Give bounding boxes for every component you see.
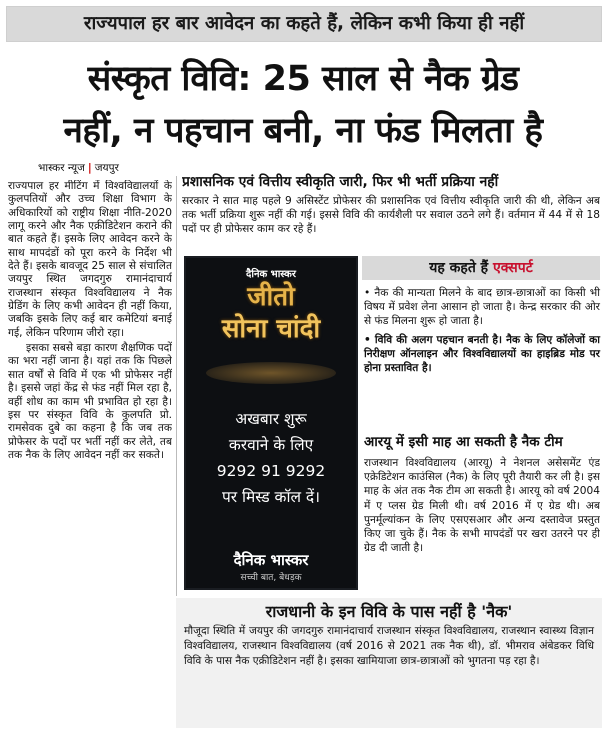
ad-tagline: सच्ची बात, बेधड़क — [240, 573, 302, 583]
ad-logo: दैनिक भास्कर — [233, 551, 309, 569]
ad-line-4: पर मिस्ड कॉल दें। — [221, 488, 321, 506]
ad-line-1: अखबार शुरू — [235, 410, 307, 428]
ad-brand: दैनिक भास्कर — [246, 269, 296, 280]
expert-bullet-1: • नैक की मान्यता मिलने के बाद छात्र-छात्राओं का किसी भी विषय में प्रवेश लेना आसान हो जाता है। केन्द्र सरकार की ओर से फंड मिलना शुरू हो जाता है। — [364, 287, 600, 328]
section2-heading: आरयू में इसी माह आ सकती है नैक टीम — [364, 434, 563, 450]
advertisement — [184, 256, 358, 590]
left-paragraph-2: इसका सबसे बड़ा कारण शैक्षणिक पदों का भरा नहीं जाना है। यहां तक कि पिछले सात वर्षों से विवि में एक भी प्रोफेसर नहीं है। इससे जहां केंद्र से फंड नहीं मिल रहा है, वहीं शोध का काम भी प्रभावित हो रहा है। इस पर संस्कृत विवि के कुलपति प्रो. रामसेवक दुबे का कहना है कि जब तक प्रोफेसर के पदों पर भर्ती नहीं कर लेते, तब तक नैक के लिए आवेदन नहीं कर सकते। — [8, 342, 172, 461]
kicker-strip: राज्यपाल हर बार आवेदन का कहते हैं, लेकिन कभी किया ही नहीं — [6, 6, 602, 42]
headline-line-1: संस्कृत विवि: 25 साल से नैक ग्रेड — [87, 59, 519, 99]
byline-source: भास्कर न्यूज — [38, 162, 85, 174]
left-paragraph-1: राज्यपाल हर मीटिंग में विश्वविद्यालयों के कुलपतियों और उच्च शिक्षा विभाग के अधिकारियों को राष्ट्रीय शिक्षा नीति-2020 लागू करने और नैक एक्रीडिटेशन कराने की बात कहते हैं। इसके लिए आवेदन करने के साथ मापदंडों को पूरा करने के निर्देश भी देते हैं। इसके बावजूद 25 साल से संचालित जयपुर स्थित जगदगुरु रामानंदाचार्य राजस्थान संस्कृत विश्वविद्यालय ने नैक ग्रेडिंग के लिए कभी आवेदन ही नहीं किया, जबकि इसके लिए कई बार कमेटियां बनाई गई, लेकिन परिणाम जीरो रहा। — [8, 180, 172, 339]
byline: भास्कर न्यूज | जयपुर — [38, 162, 119, 174]
ad-phone: 9292 91 9292 — [216, 462, 326, 480]
section1-heading: प्रशासनिक एवं वित्तीय स्वीकृति जारी, फिर भी भर्ती प्रक्रिया नहीं — [182, 174, 499, 190]
ad-line-2: करवाने के लिए — [228, 436, 314, 454]
headline-line-2: नहीं, न पहचान बनी, ना फंड मिलता है — [63, 111, 543, 151]
expert-bullet-2: • विवि की अलग पहचान बनती है। नैक के लिए कॉलेजों का निरीक्षण ऑनलाइन और विश्वविद्यालयों का हाइब्रिड मोड पर होना प्रस्तावित है। — [364, 333, 600, 375]
expert-heading — [362, 256, 600, 280]
section2-text: राजस्थान विश्वविद्यालय (आरयू) ने नेशनल असेसमेंट एंड एक्रेडिटेशन काउंसिल (नैक) के लिए पूरी तैयारी कर ली है। इस माह के अंत तक नैक टीम आ सकती है। आरयू को वर्ष 2004 में ए प्लस ग्रेड मिली थी। वर्ष 2016 में ए ग्रेड थी। अब पुनर्मूल्यांकन के लिए एसएसआर और अन्य दस्तावेज प्रस्तुत किए जा चुके हैं। नैक के सभी मापदंडों पर खरा उतरने पर ही ग्रेड दी जाती है। — [364, 457, 600, 555]
column-divider — [176, 176, 177, 596]
byline-city: जयपुर — [94, 162, 119, 174]
ad-title-line-2: सोना चांदी — [221, 314, 321, 344]
ad-gold-glow — [206, 362, 336, 384]
expert-heading-prefix: यह कहते हैं — [429, 260, 489, 276]
section3-text: मौजूदा स्थिति में जयपुर की जगदगुरु रामानंदाचार्य राजस्थान संस्कृत विश्वविद्यालय, राजस्थान स्वास्थ्य विज्ञान विश्वविद्यालय, राजस्थान विश्वविद्यालय (वर्ष 2016 से 2021 तक नैक थी), डॉ. भीमराव अंबेडकर विधि विवि के पास नैक एक्रीडिटेशन नहीं है। इसका खामियाजा छात्र-छात्राओं को भुगतना पड़ रहा है। — [184, 625, 594, 667]
section1-text: सरकार ने सात माह पहले 9 असिस्टेंट प्रोफेसर की प्रशासनिक एवं वित्तीय स्वीकृति जारी की थी, लेकिन अब तक भर्ती प्रक्रिया शुरू नहीं की गई। इससे विवि की कार्यशैली पर सवाल उठने लगे हैं। वर्तमान में 44 में से 18 पदों पर ही प्रोफेसर काम कर रहे हैं। — [182, 195, 600, 235]
left-column — [8, 180, 172, 728]
ad-title-line-1: जीतो — [247, 282, 295, 312]
section3-heading: राजधानी के इन विवि के पास नहीं है 'नैक' — [265, 602, 513, 621]
expert-heading-highlight: एक्सपर्ट — [493, 260, 533, 276]
expert-bullets — [364, 286, 600, 379]
